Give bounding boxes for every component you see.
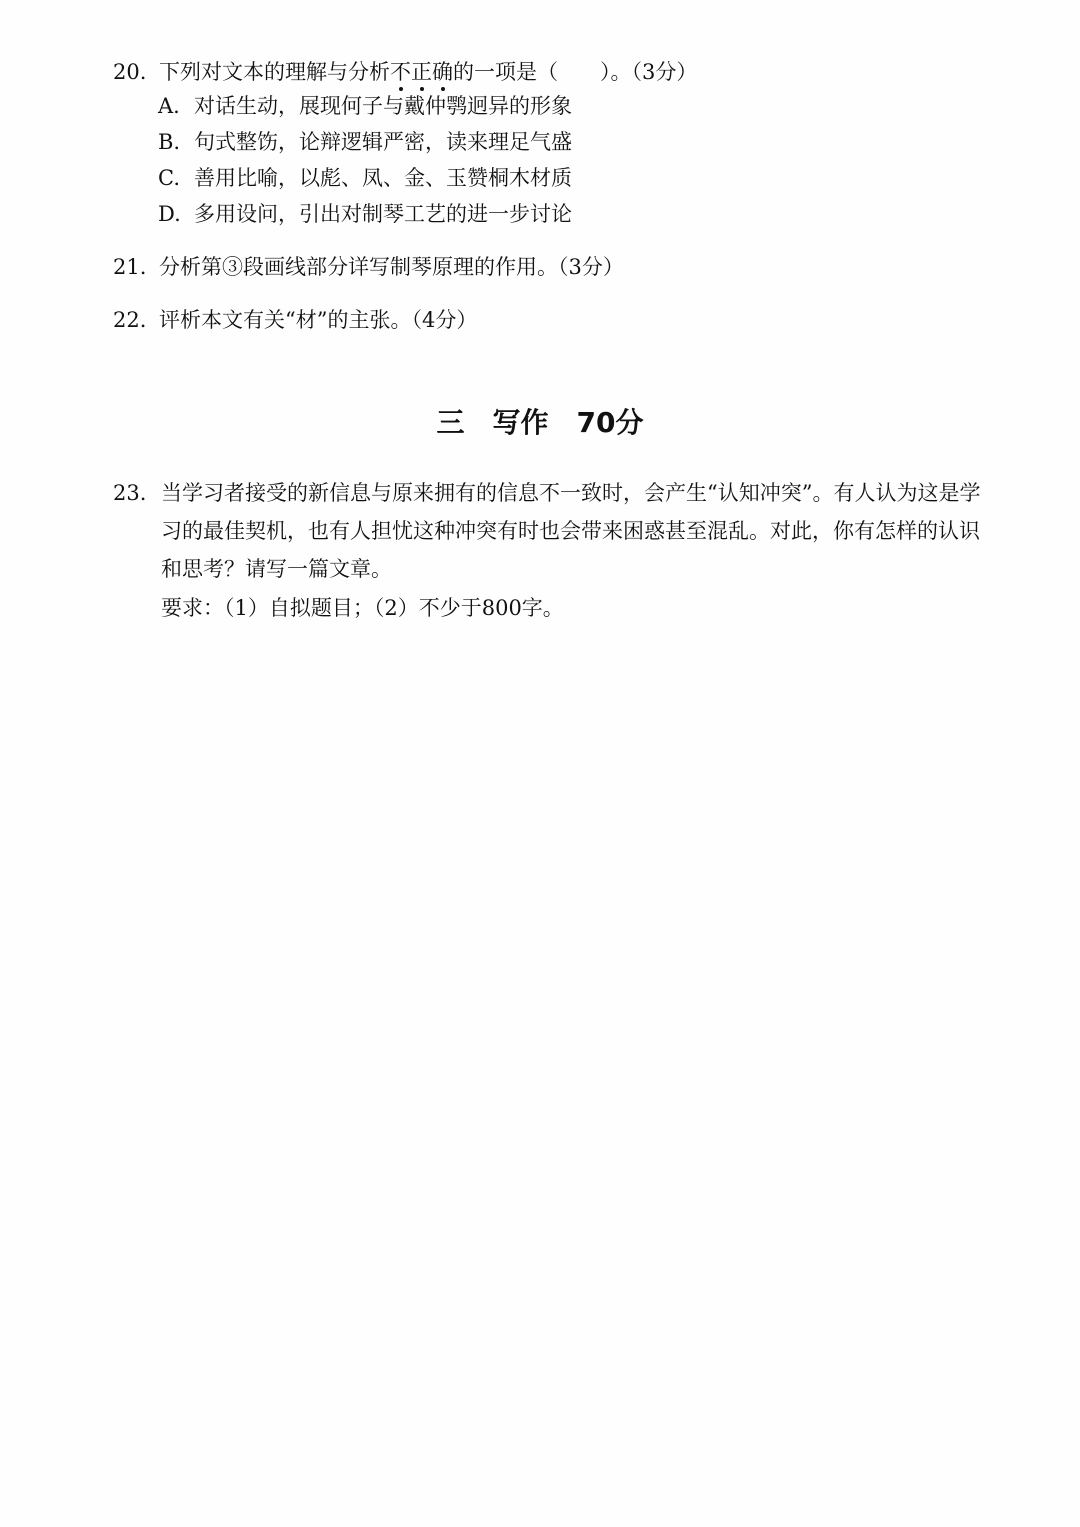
question-20-stem	[113, 54, 697, 90]
question-23	[113, 474, 983, 588]
option-text: 善用比喻，以彪、凤、金、玉赞桐木材质	[194, 166, 572, 190]
section-heading	[0, 401, 1080, 445]
emphasis-char: 不	[390, 60, 411, 84]
question-text: 当学习者接受的新信息与原来拥有的信息不一致时，会产生“认知冲突”。有人认为这是学习的最佳契机，也有人担忧这种冲突有时也会带来困惑甚至混乱。对此，你有怎样的认识和思考？请写一篇文章。	[161, 481, 981, 581]
question-text: 评析本文有关“材”的主张。（4分）	[159, 308, 478, 332]
option-letter: B.	[158, 130, 181, 154]
option-letter: C.	[158, 166, 180, 190]
option-c	[158, 160, 572, 196]
question-21	[113, 249, 624, 285]
option-letter: D.	[158, 202, 181, 226]
emphasis-char: 正	[411, 60, 432, 84]
question-text-tail: 的一项是（ ）。（3分）	[453, 60, 698, 84]
section-name: 写作	[492, 406, 549, 439]
section-part: 三	[436, 406, 465, 439]
option-text: 句式整饬，论辩逻辑严密，读来理足气盛	[194, 130, 572, 154]
section-score: 70分	[576, 406, 644, 439]
question-number: 23.	[113, 481, 147, 505]
option-letter: A.	[158, 94, 180, 118]
option-text: 多用设问，引出对制琴工艺的进一步讨论	[194, 202, 572, 226]
option-text: 对话生动，展现何子与戴仲鹗迥异的形象	[194, 94, 572, 118]
question-number: 20.	[113, 60, 147, 84]
emphasis-char: 确	[432, 60, 453, 84]
writing-requirement: 要求：（1）自拟题目；（2）不少于800字。	[161, 596, 564, 620]
question-text: 分析第③段画线部分详写制琴原理的作用。（3分）	[159, 255, 624, 279]
question-text: 下列对文本的理解与分析	[159, 60, 390, 84]
question-number: 22.	[113, 308, 147, 332]
option-a	[158, 88, 572, 124]
question-22	[113, 302, 477, 338]
option-d	[158, 196, 572, 232]
option-b	[158, 124, 572, 160]
question-number: 21.	[113, 255, 147, 279]
